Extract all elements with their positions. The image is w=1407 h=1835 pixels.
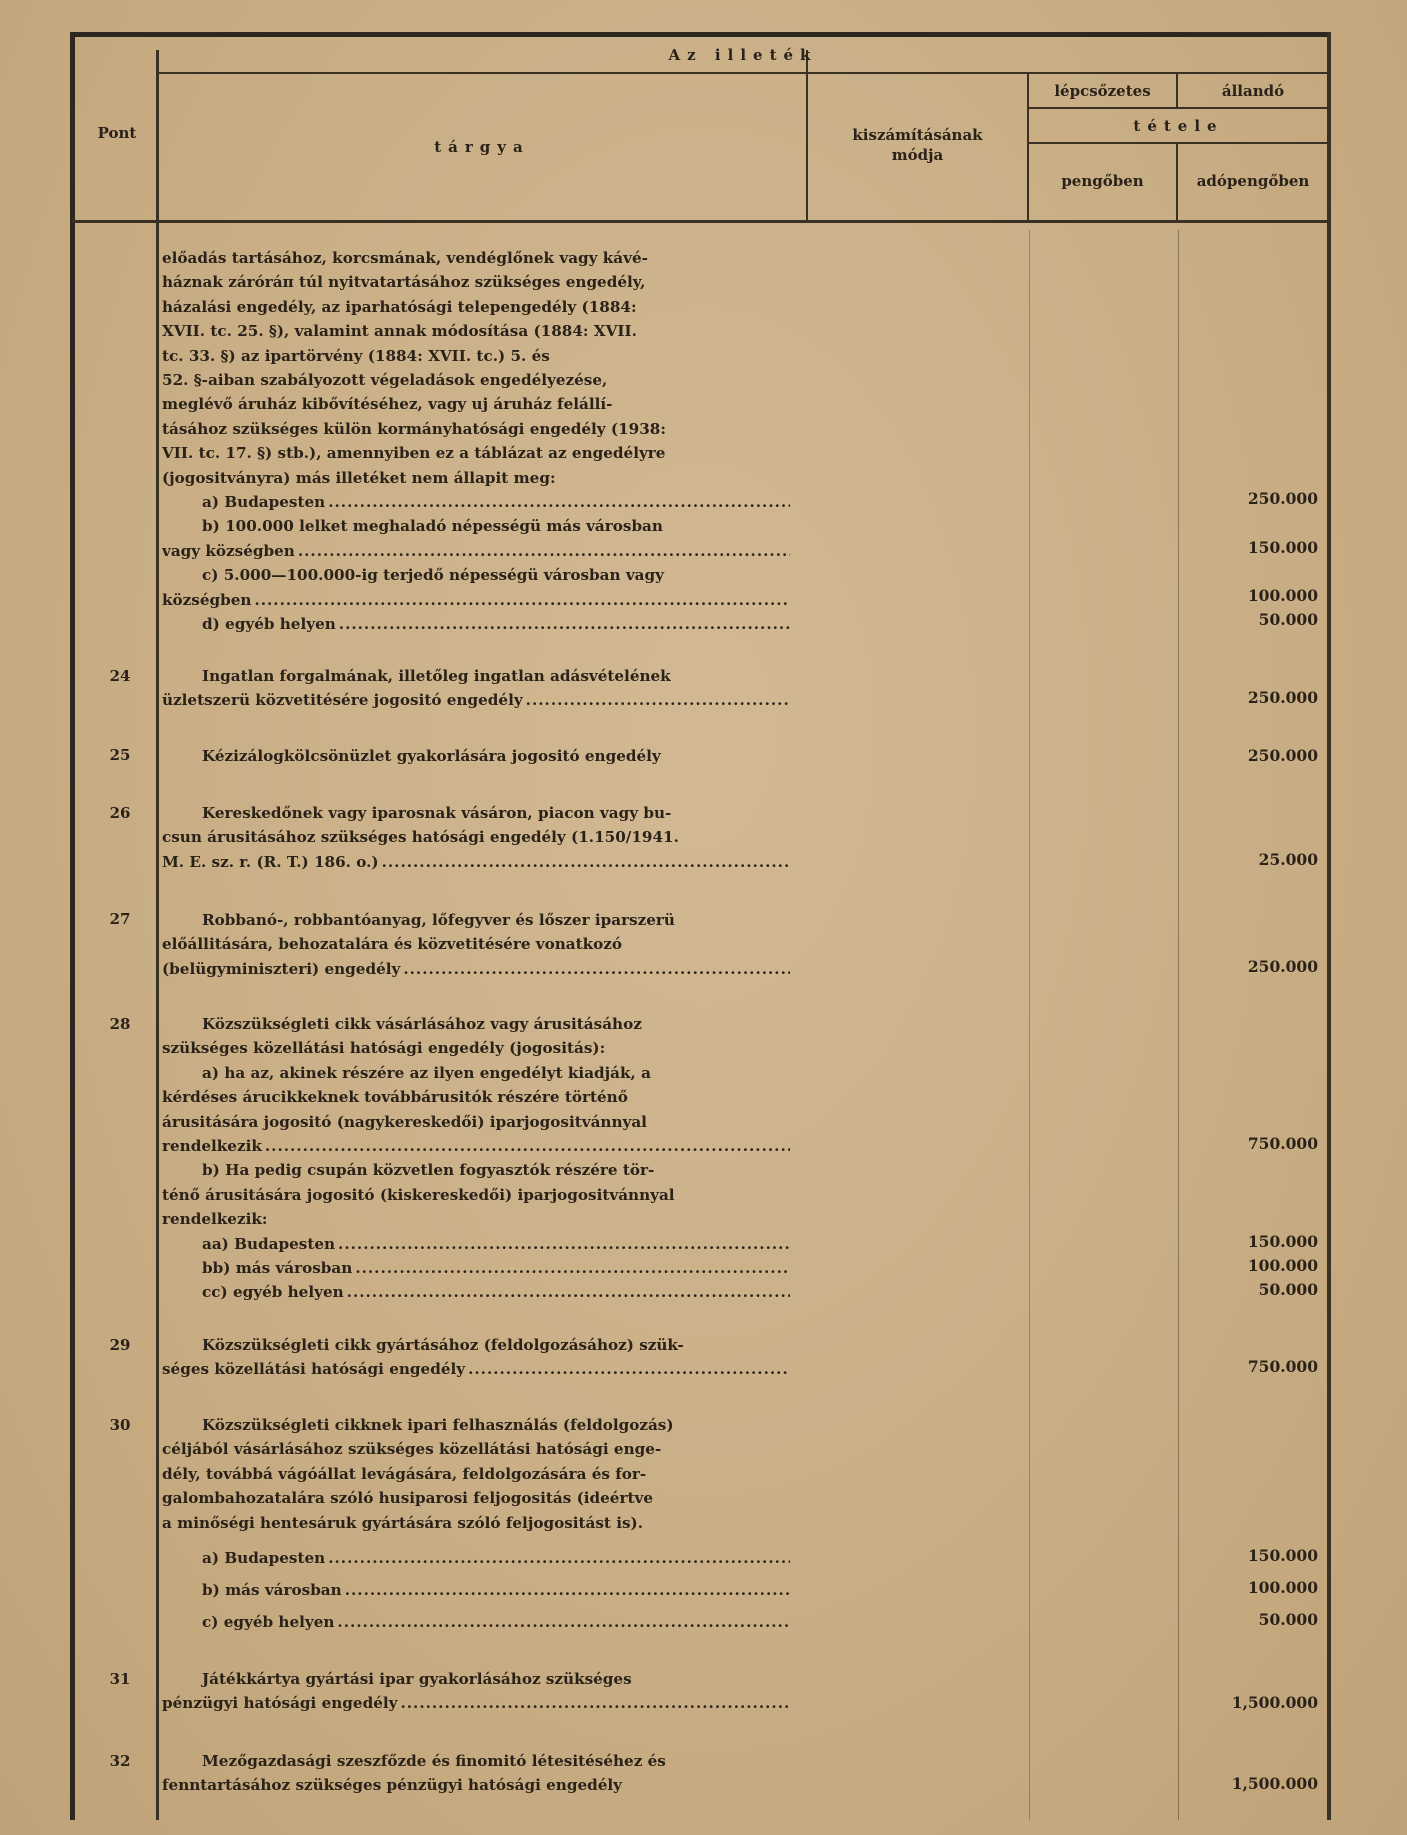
list-item: d) egyéb helyen ..... [162,612,790,636]
header-progressive: lépcsőzetes [1054,82,1151,100]
text-line: dély, továbbá vágóállat levágására, feldolgozására és for- [162,1464,647,1483]
amount: 1,500.000 [1231,1693,1318,1712]
list-item-cont: vagy községben ..... [162,539,790,563]
column-guide-fixed [1178,230,1179,1820]
text-line: rendelkezik: [162,1210,268,1229]
list-item: aa) Budapesten ..... [162,1232,790,1256]
amount: 50.000 [1258,1610,1318,1629]
table-right-border [1327,32,1331,1820]
text-line: előadás tartásához, korcsmának, vendéglőnek vagy kávé- [162,249,648,267]
entry-number: 26 [109,804,131,822]
text-line: Közszükségleti cikknek ipari felhasználás (feldolgozás) [202,1416,674,1434]
entry-number: 24 [109,667,131,685]
text-line: 52. §-aiban szabályozott végeladások engedélyezése, [162,371,608,390]
text-line: Kereskedőnek vagy iparosnak vásáron, piacon vagy bu- [202,804,672,822]
header-method-line1: kiszámításának [852,126,983,144]
amount: 100.000 [1247,1256,1318,1275]
amount: 150.000 [1247,1546,1318,1565]
text-line: Mezőgazdasági szeszfőzde és finomitó létesitéséhez és [202,1752,666,1770]
entry-text [162,908,790,981]
header-items: tétele [1133,117,1224,135]
text-line: meglévő áruház kibővítéséhez, vagy uj áruház felállí- [162,395,613,414]
list-item: a) Budapesten ..... [162,490,790,514]
entry-text [162,1667,790,1716]
amount: 50.000 [1258,610,1318,629]
text-line: pénzügyi hatósági engedély ..... [162,1691,790,1715]
list-item: b) 100.000 lelket meghaladó népességü más városban [202,517,663,536]
amount: 50.000 [1258,1280,1318,1299]
text-line: árusitására jogositó (nagykereskedői) iparjogositvánnyal [162,1112,647,1131]
list-item: a) Budapesten ..... [162,1542,790,1574]
text-line: Játékkártya gyártási ipar gyakorlásához szükséges [202,1670,632,1688]
text-line: a) ha az, akinek részére az ilyen engedélyt kiadják, a [202,1063,651,1082]
text-line: rendelkezik ..... [162,1134,790,1158]
text-line: tásához szükséges külön kormányhatósági engedély (1938: [162,419,666,438]
text-line: a minőségi hentesáruk gyártására szóló feljogositást is). [162,1513,644,1532]
header-pos: Pont [97,124,137,142]
entry-number: 31 [109,1670,131,1688]
text-line: Kézizálogkölcsönüzlet gyakorlására jogositó engedély [202,747,661,765]
amount: 250.000 [1247,746,1318,765]
header-bottom-rule [72,220,1328,223]
list-item-cont: községben ..... [162,588,790,612]
text-line: házalási engedély, az iparhatósági telepengedély (1884: [162,297,637,316]
amount: 250.000 [1247,489,1318,508]
amount: 150.000 [1247,538,1318,557]
entry-text [162,1749,790,1798]
entry-number: 32 [109,1752,131,1770]
header-rule-1 [158,72,1328,74]
header-pengo: pengőben [1061,172,1144,190]
column-guide-method [1029,230,1030,1820]
header-tax-pengo: adópengőben [1196,172,1310,190]
column-divider-pos [156,50,159,1820]
text-line: XVII. tc. 25. §), valamint annak módosítása (1884: XVII. [162,322,637,341]
text-line: ténő árusitására jogositó (kiskereskedői) iparjogositvánnyal [162,1185,675,1204]
text-line: szükséges közellátási hatósági engedély (jogositás): [162,1039,606,1058]
entry-text [162,1333,790,1382]
text-line: Közszükségleti cikk vásárlásához vagy árusitásához [202,1015,642,1033]
entry-text [162,801,790,874]
text-line: b) Ha pedig csupán közvetlen fogyasztók részére tör- [202,1161,655,1180]
entry-number: 28 [109,1015,131,1033]
entry-number: 29 [109,1336,131,1354]
text-line: VII. tc. 17. §) stb.), amennyiben ez a táblázat az engedélyre [162,444,666,463]
amount: 150.000 [1247,1232,1318,1251]
header-rule-2 [1028,107,1328,109]
entry-text [162,744,790,768]
text-line: (belügyminiszteri) engedély ..... [162,957,790,981]
entry-text [162,1413,790,1535]
text-line: üzletszerü közvetitésére jogositó engedély ..... [162,688,790,712]
entry-number: 25 [109,746,131,764]
header-method-line2: módja [891,146,944,164]
entry-number: 27 [109,910,131,928]
text-line: Közszükségleti cikk gyártásához (feldolgozásához) szük- [202,1336,684,1354]
amount: 25.000 [1258,850,1318,869]
table-left-border [70,32,75,1820]
amount: 100.000 [1247,586,1318,605]
amount: 250.000 [1247,957,1318,976]
text-line: kérdéses árucikkeknek továbbárusitók részére történő [162,1088,628,1107]
list-item: bb) más városban ..... [162,1256,790,1280]
text-line: céljából vásárlásához szükséges közellátási hatósági enge- [162,1440,662,1459]
text-line: fenntartásához szükséges pénzügyi hatósági engedély [162,1776,622,1795]
text-line: tc. 33. §) az ipartörvény (1884: XVII. tc.) 5. és [162,346,550,365]
list-item: b) más városban ..... [162,1574,790,1606]
header-top-title: Az illeték [668,46,818,64]
header-fixed: állandó [1221,82,1285,100]
text-line: séges közellátási hatósági engedély ..... [162,1357,790,1381]
intro-text [162,246,790,637]
list-item: c) 5.000—100.000-ig terjedő népességü városban vagy [202,566,664,585]
text-line: Ingatlan forgalmának, illetőleg ingatlan adásvételének [202,667,671,685]
amount: 250.000 [1247,688,1318,707]
text-line: előállitására, behozatalára és közvetitésére vonatkozó [162,935,623,954]
entry-text [162,1012,790,1305]
entry-text [162,664,790,713]
amount: 750.000 [1247,1357,1318,1376]
header-rule-3 [1028,142,1328,144]
text-line: csun árusitásához szükséges hatósági engedély (1.150/1941. [162,828,679,847]
text-line: háznak záróráп túl nyitvatartásához szükséges engedély, [162,273,646,292]
list-item: c) egyéb helyen ..... [162,1606,790,1638]
text-line: (jogositványra) más illetéket nem állapit meg: [162,468,556,487]
header-subject: tárgya [434,138,530,156]
list-item: cc) egyéb helyen ..... [162,1280,790,1304]
amount: 750.000 [1247,1134,1318,1153]
entry-number: 30 [109,1416,131,1434]
entry-sub-list [162,1542,790,1638]
text-line: M. E. sz. r. (R. T.) 186. o.) ..... [162,850,790,874]
amount: 1,500.000 [1231,1774,1318,1793]
table-top-border [70,32,1331,37]
amount: 100.000 [1247,1578,1318,1597]
text-line: Robbanó-, robbantóanyag, lőfegyver és lőszer iparszerü [202,911,675,929]
text-line: galombahozatalára szóló husiparosi feljogositás (ideértve [162,1489,653,1508]
